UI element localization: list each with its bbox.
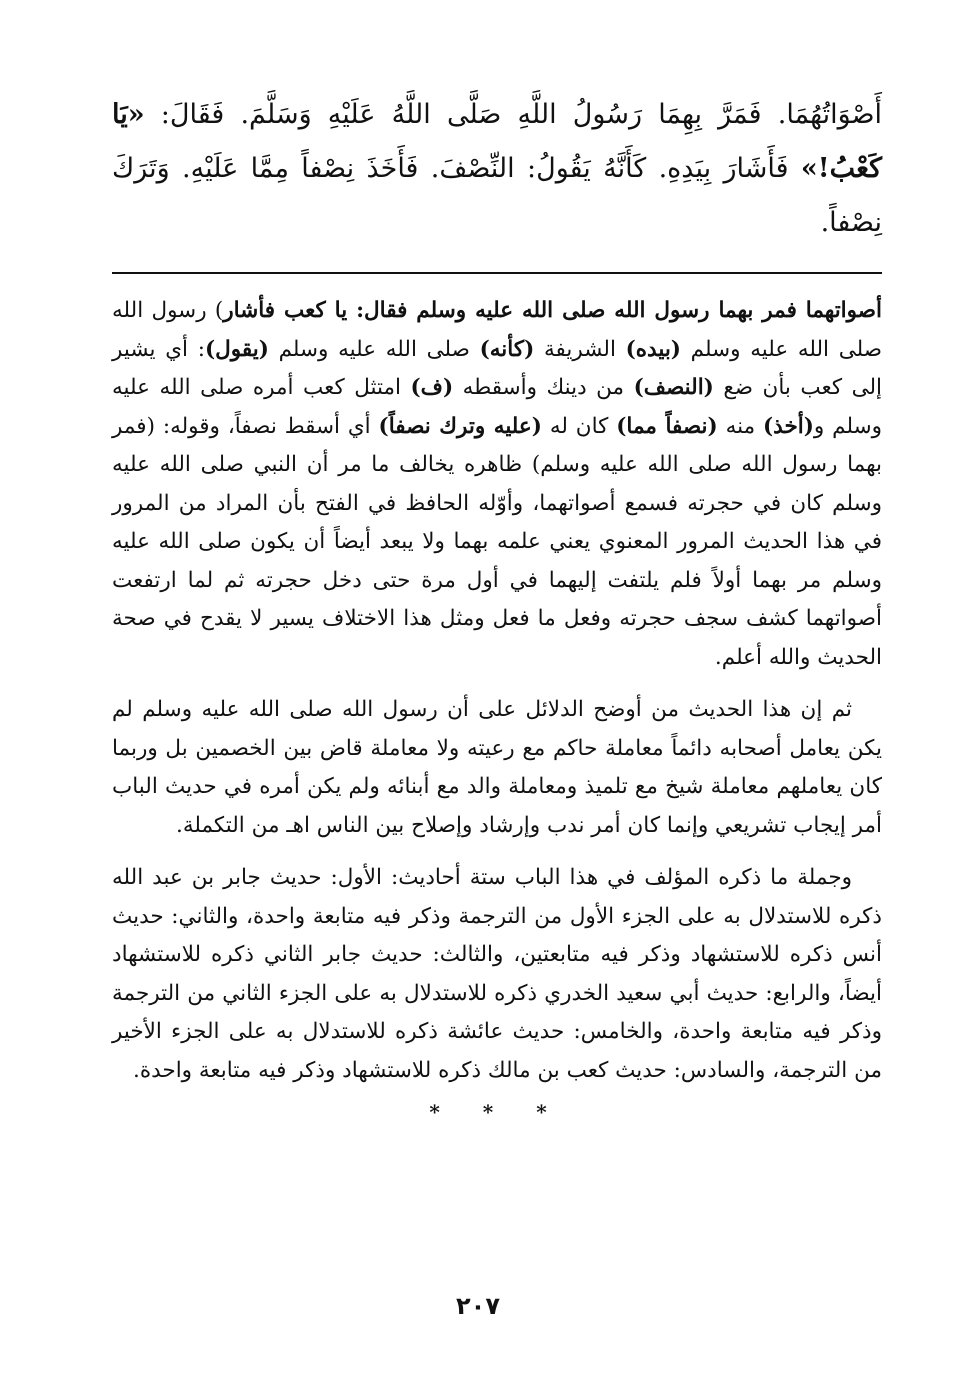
commentary-run: امتثل كعب أمره صلى الله عليه وسلم و	[112, 375, 882, 439]
commentary-run: (يقول)	[204, 336, 269, 362]
hadith-text	[112, 88, 882, 250]
commentary-run: (عليه وترك نصفاً)	[378, 413, 542, 439]
footnote-divider	[112, 272, 882, 274]
hadith-text-part-1: أَصْوَاتُهُمَا. فَمَرَّ بِهِمَا رَسُولُ اللَّهِ صَلَّى اللَّهُ عَلَيْهِ وَسَلَّمَ. فَقَالَ:	[144, 99, 882, 130]
commentary-paragraph-1	[112, 292, 882, 677]
page-content	[112, 88, 882, 1124]
commentary-run: منه	[717, 413, 763, 439]
commentary-run: (أخذ)	[763, 413, 814, 439]
commentary-run: الشريفة	[534, 336, 626, 362]
hadith-text-part-2: فَأَشَارَ بِيَدِهِ. كَأَنَّهُ يَقُولُ: النِّصْفَ. فَأَخَذَ نِصْفاً مِمَّا عَلَيْهِ. وَتَرَكَ نِصْفاً.	[112, 153, 882, 238]
commentary-run: ) رسول الله صلى الله عليه وسلم	[112, 298, 883, 362]
commentary-run: من دينك وأسقطه	[453, 375, 634, 400]
commentary-paragraph-2: ثم إن هذا الحديث من أوضح الدلائل على أن رسول الله صلى الله عليه وسلم لم يكن يعامل أصحابه دائماً معاملة حاكم مع رعيته ولا معاملة قاض بين الخصمين بل وربما كان يعاملهم معاملة شيخ مع تلميذ ومعاملة والد مع أبنائه ولم يكن أمره في حديث الباب أمر إيجاب تشريعي وإنما كان أمر ندب وإرشاد وإصلاح بين الناس اهـ من التكملة.	[112, 697, 882, 838]
commentary-run: (كأنه)	[479, 336, 535, 362]
commentary	[112, 292, 882, 1124]
section-separator: * * *	[429, 1100, 565, 1124]
commentary-run: أصواتهما فمر بهما رسول الله صلى الله عليه وسلم فقال: يا كعب فأشار	[223, 298, 882, 323]
commentary-run: أي أسقط نصفاً، وقوله: (فمر بهما رسول الله صلى الله عليه وسلم) ظاهره يخالف ما مر أن النبي صلى الله عليه وسلم كان في حجرته فسمع أصواتهما، وأوّله الحافظ في الفتح بأن المراد من المرور في هذا الحديث المرور المعنوي يعني علمه بهما ولا يبعد أيضاً أن يكون صلى الله عليه وسلم مر بهما أولاً فلم يلتفت إليهما في أول مرة حتى دخل حجرته ثم لما ارتفعت أصواتهما كشف سجف حجرته وفعل ما فعل ومثل هذا الاختلاف يسير لا يقدح في صحة الحديث والله أعلم.	[112, 413, 882, 670]
commentary-paragraph-3: وجملة ما ذكره المؤلف في هذا الباب ستة أحاديث: الأول: حديث جابر بن عبد الله ذكره للاستدلال به على الجزء الأول من الترجمة وذكر فيه متابعة واحدة، والثاني: حديث أنس ذكره للاستشهاد وذكر فيه متابعتين، والثالث: حديث جابر الثاني ذكره للاستشهاد أيضاً، والرابع: حديث أبي سعيد الخدري ذكره للاستدلال به على الجزء الثاني من الترجمة وذكر فيه متابعة واحدة، والخامس: حديث عائشة ذكره للاستدلال به على الجزء الأخير من الترجمة، والسادس: حديث كعب بن مالك ذكره للاستشهاد وذكر فيه متابعة واحدة.	[112, 865, 882, 1083]
hadith-quote: «يَا كَعْبُ!»	[112, 99, 882, 184]
commentary-run: (ف)	[410, 375, 454, 400]
commentary-run: : أي يشير إلى كعب بأن ضع	[112, 336, 883, 400]
commentary-run: صلى الله عليه وسلم	[268, 336, 480, 362]
commentary-run: (النصف)	[633, 375, 714, 400]
commentary-run: (بيده)	[625, 336, 681, 362]
page-number: ٢٠٧	[456, 1292, 500, 1320]
commentary-run: (نصفاً مما)	[616, 413, 718, 439]
commentary-run: كان له	[541, 413, 617, 439]
